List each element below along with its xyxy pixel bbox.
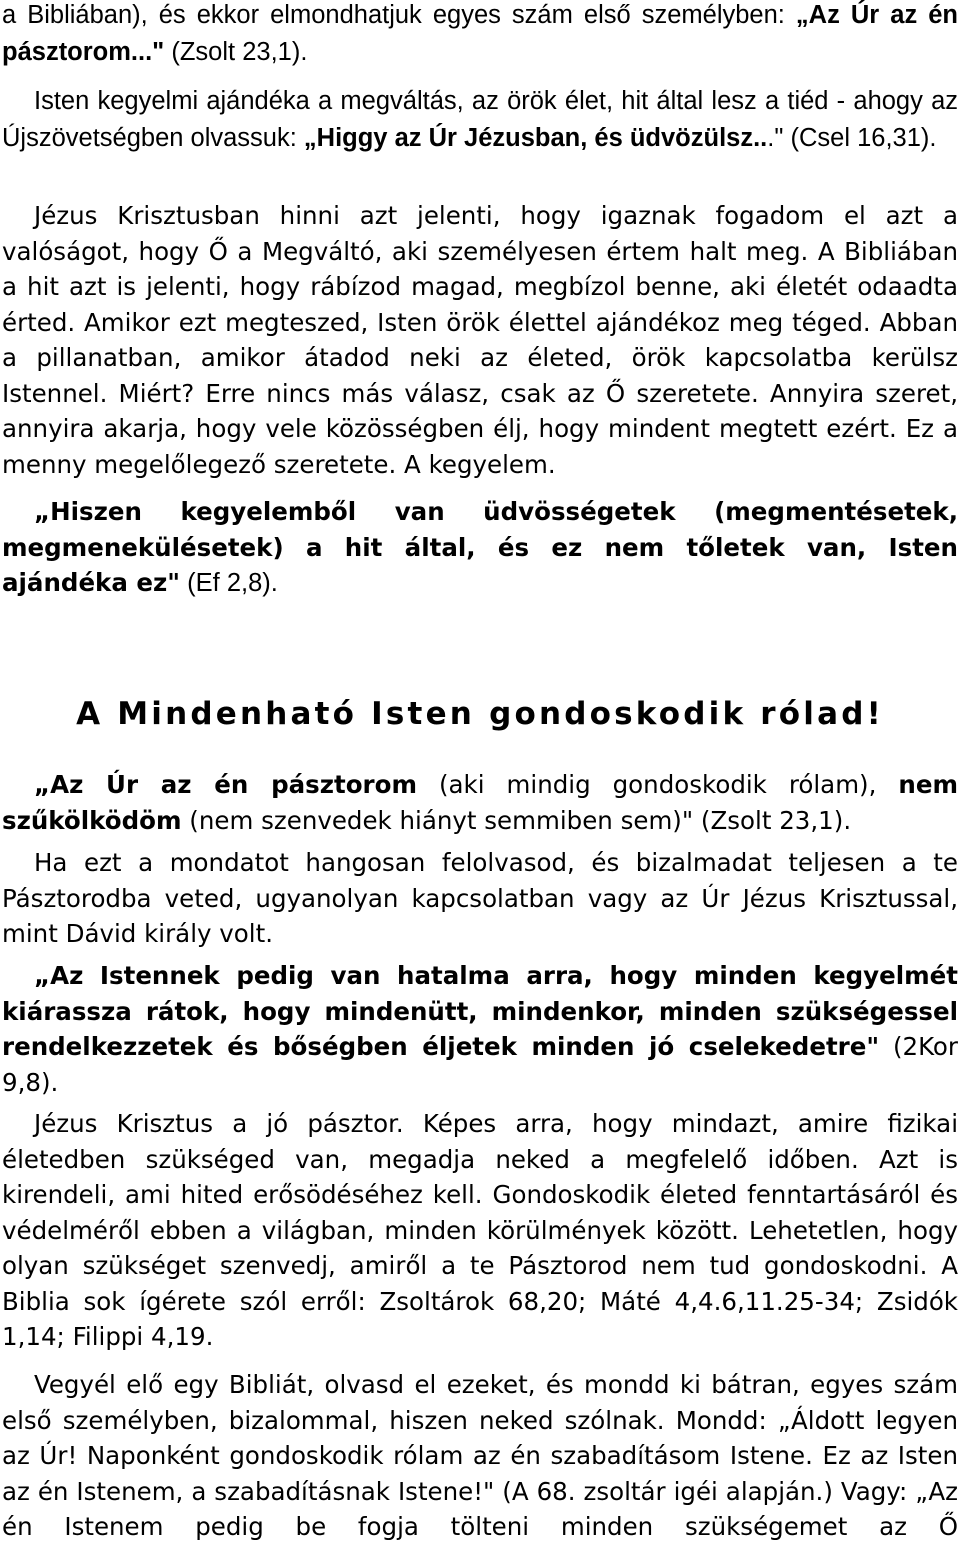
- paragraph-ephesians-quote: [2, 494, 958, 602]
- bible-quote: nem szűkölködöm: [2, 770, 958, 835]
- section-title: A Mindenható Isten gondoskodik rólad!: [76, 696, 884, 732]
- bible-quote: „Az Úr az én pásztorom: [34, 770, 417, 799]
- paragraph-faith-in-jesus: Jézus Krisztusban hinni azt jelenti, hogy igaznak fogadom el azt a valóságot, hogy Ő a Megváltó, aki személyesen értem halt meg. A Bibliában a hit azt is jelenti, hogy rábízod magad, megbízol benne, aki életét odaadta érted. Amikor ezt megteszed, Isten örök élettel ajándékoz meg téged. Abban a pillanatban, amikor átadod neki az életed, örök kapcsolatba kerülsz Istennel. Miért? Erre nincs más válasz, csak az Ő szeretete. Annyira szeret, annyira akarja, hogy vele közösségben élj, hogy mindent megtett ezért. Ez a menny megelőlegező szeretete. A kegyelem.: [2, 201, 958, 479]
- bible-quote: „Az Úr az én pásztorom...": [2, 1, 958, 66]
- text-span: (aki mindig gondoskodik rólam),: [416, 770, 899, 799]
- citation: (nem szenvedek hiányt semmiben sem)" (Zsolt 23,1).: [181, 805, 852, 835]
- text-span: a Bibliában), és ekkor elmondhatjuk egyes szám első személyben:: [2, 1, 796, 29]
- bible-quote: „Higgy az Úr Jézusban, és üdvözülsz..: [303, 123, 768, 152]
- paragraph-corinthians-quote: [2, 958, 958, 1100]
- paragraph-gift-of-grace: [2, 83, 958, 156]
- citation: (Zsolt 23,1).: [164, 37, 308, 66]
- paragraph-good-shepherd: Jézus Krisztus a jó pásztor. Képes arra, hogy mindazt, amire fizikai életedben szükséged van, megadja neked a megfelelő időben. Azt is kirendeli, ami hited erősödéséhez kell. Gondoskodik életed fenntartásáról és védelméről ebben a világban, minden körülmények között. Lehetetlen, hogy olyan szükséget szenvedj, amiről a te Pásztorod nem tud gondoskodni. A Biblia sok ígérete szól erről: Zsoltárok 68,20; Máté 4,4.6,11.25-34; Zsidók 1,14; Filippi 4,19.: [2, 1109, 958, 1351]
- citation: (Ef 2,8).: [180, 569, 278, 597]
- paragraph-take-a-bible: Vegyél elő egy Bibliát, olvasd el ezeket, és mondd ki bátran, egyes szám első személyben, bizalommal, hiszen neked szólnak. Mondd: „Áldott legyen az Úr! Naponként gondoskodik rólam az én szabadításom Istene. Ez az Isten az én Istenem, a szabadításnak Istene!" (A 68. zsoltár igéi alapján.) Vagy: „Az én Istenem pedig be fogja tölteni minden szükségemet az Ő: [2, 1370, 958, 1541]
- paragraph-intro: [2, 0, 958, 70]
- paragraph-read-aloud: Ha ezt a mondatot hangosan felolvasod, és bizalmadat teljesen a te Pásztorodba veted, ugyanolyan kapcsolatban vagy az Úr Jézus Krisztussal, mint Dávid király volt.: [2, 848, 958, 948]
- citation: (2Kor 9,8).: [2, 1032, 958, 1097]
- paragraph-psalm-23: [2, 767, 958, 838]
- text-span: Isten kegyelmi ajándéka a megváltás, az örök élet, hit által lesz a tiéd - ahogy az Újszövetségben olvassuk:: [2, 87, 958, 152]
- citation: ." (Csel 16,31).: [767, 123, 937, 152]
- bible-quote: „Az Istennek pedig van hatalma arra, hogy minden kegyelmét kiárassza rátok, hogy mindenütt, mindenkor, minden szükségessel rendelkezzetek és bőségben éljetek minden jó cselekedetre": [2, 961, 958, 1061]
- bible-quote: „Hiszen kegyelemből van üdvösségetek (megmentésetek, megmenekülésetek) a hit által, és ez nem tőletek van, Isten ajándéka ez": [2, 497, 958, 597]
